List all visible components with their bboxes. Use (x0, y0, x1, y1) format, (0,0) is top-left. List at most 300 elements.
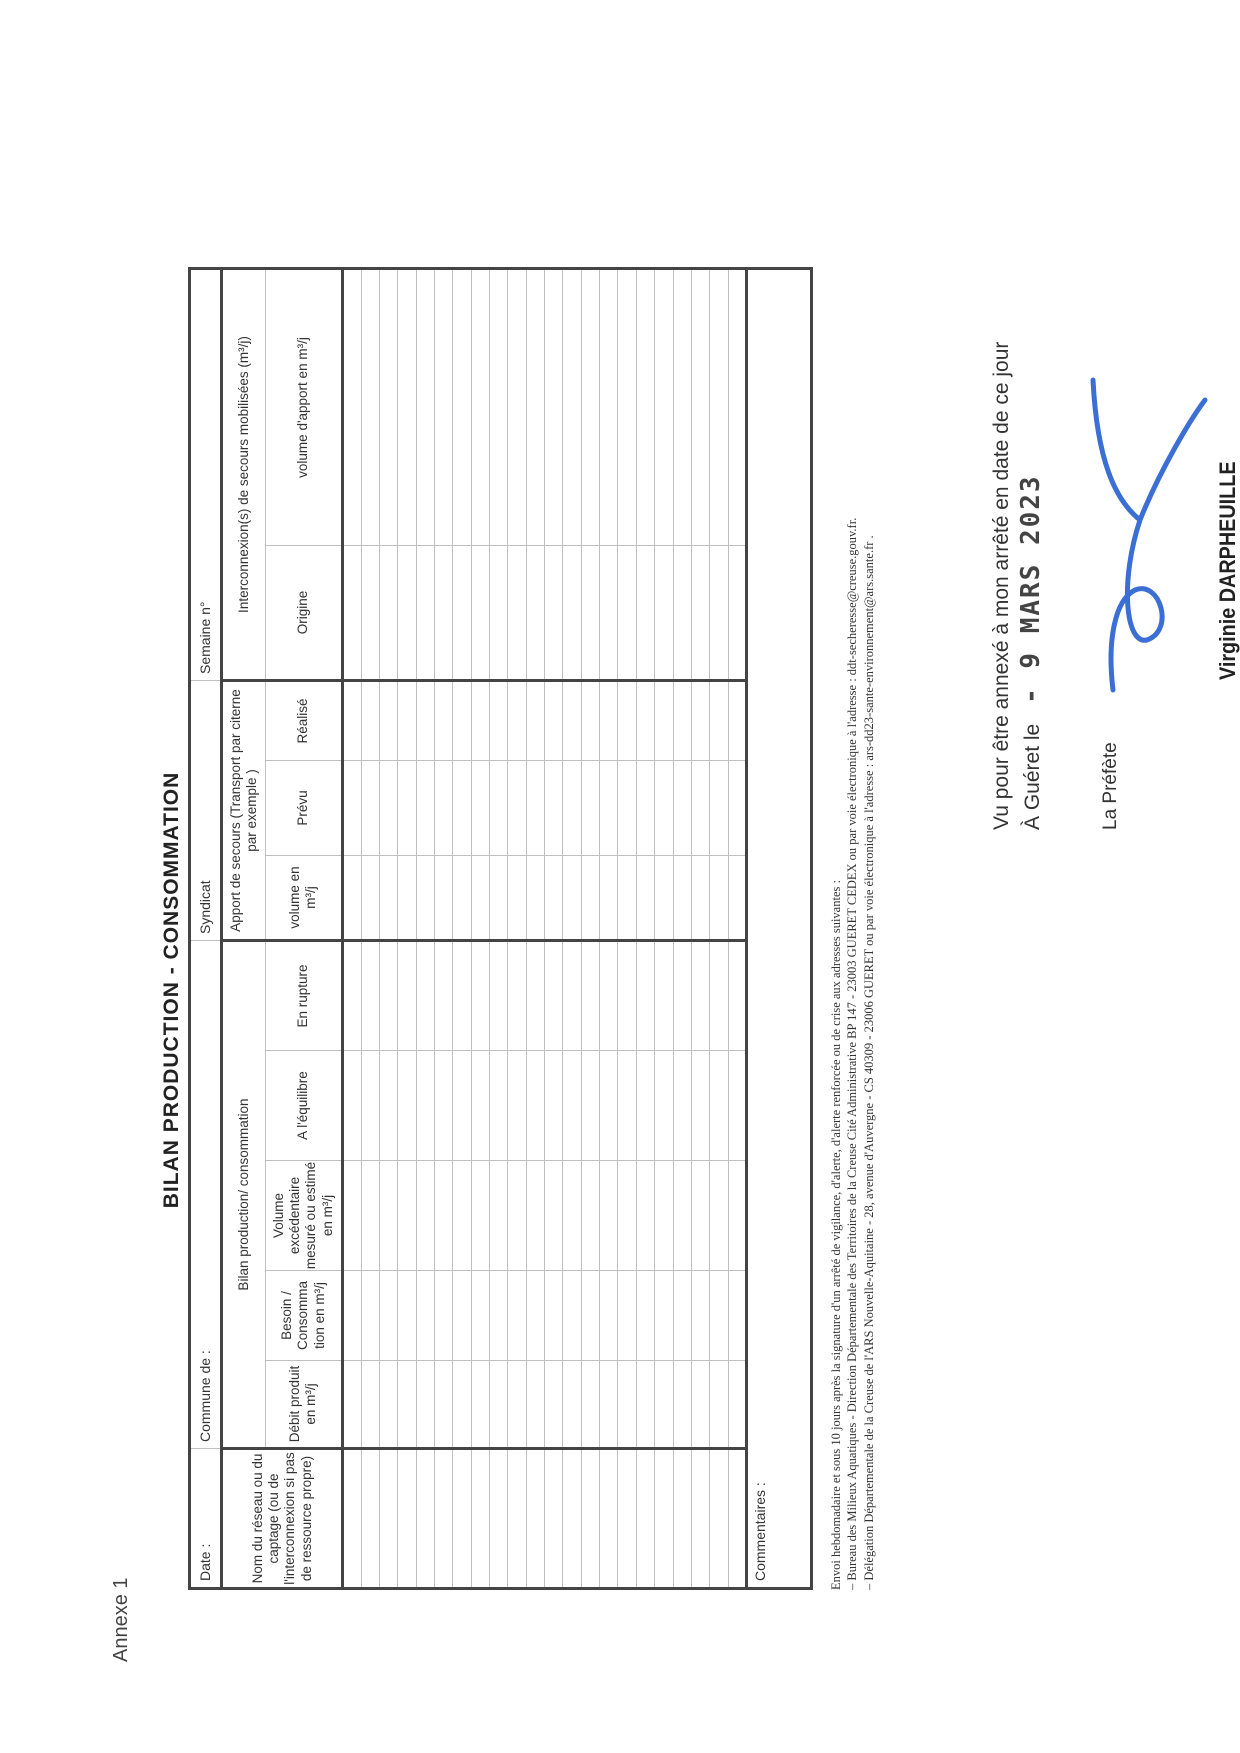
entry-cell[interactable] (673, 856, 691, 941)
entry-cell[interactable] (655, 856, 673, 941)
entry-cell[interactable] (416, 1161, 434, 1271)
entry-row (398, 269, 416, 1589)
entry-cell[interactable] (710, 269, 728, 546)
debit-header: Débit produit en m³/j (265, 1361, 343, 1449)
rupture-header: En rupture (265, 941, 343, 1051)
entry-cell[interactable] (526, 269, 544, 546)
volume-apport-header: volume en m³/j (265, 856, 343, 941)
entry-cell[interactable] (453, 1051, 471, 1161)
entry-cell[interactable] (581, 1361, 599, 1449)
entry-cell[interactable] (508, 1449, 526, 1589)
entry-cell[interactable] (380, 941, 398, 1051)
entry-cell[interactable] (380, 856, 398, 941)
entry-cell[interactable] (545, 761, 563, 856)
entry-cell[interactable] (581, 941, 599, 1051)
entry-cell[interactable] (361, 1161, 379, 1271)
entry-cell[interactable] (600, 1051, 618, 1161)
entry-cell[interactable] (655, 1161, 673, 1271)
entry-rows (343, 269, 747, 1589)
entry-cell[interactable] (673, 761, 691, 856)
entry-cell[interactable] (471, 546, 489, 681)
entry-cell[interactable] (636, 1361, 654, 1449)
entry-cell[interactable] (490, 941, 508, 1051)
entry-cell[interactable] (380, 1449, 398, 1589)
entry-cell[interactable] (728, 1271, 747, 1361)
entry-cell[interactable] (728, 856, 747, 941)
entry-cell[interactable] (636, 681, 654, 761)
entry-cell[interactable] (453, 269, 471, 546)
entry-cell[interactable] (361, 269, 379, 546)
entry-cell[interactable] (710, 681, 728, 761)
entry-cell[interactable] (636, 269, 654, 546)
entry-cell[interactable] (471, 1361, 489, 1449)
equilibre-header: A l'équilibre (265, 1051, 343, 1161)
entry-cell[interactable] (508, 1271, 526, 1361)
entry-cell[interactable] (581, 1051, 599, 1161)
entry-cell[interactable] (673, 1271, 691, 1361)
entry-cell[interactable] (526, 1449, 544, 1589)
entry-cell[interactable] (416, 1051, 434, 1161)
entry-cell[interactable] (618, 761, 636, 856)
entry-cell[interactable] (600, 546, 618, 681)
entry-cell[interactable] (398, 1361, 416, 1449)
entry-row (490, 269, 508, 1589)
entry-cell[interactable] (361, 1051, 379, 1161)
commune-field[interactable]: Commune de : (190, 941, 222, 1449)
entry-cell[interactable] (526, 856, 544, 941)
entry-cell[interactable] (435, 1161, 453, 1271)
annex-label: Annexe 1 (110, 1577, 132, 1662)
volume-interco-header: volume d'apport en m³/j (265, 269, 343, 546)
entry-row (563, 269, 581, 1589)
entry-cell[interactable] (471, 269, 489, 546)
entry-cell[interactable] (343, 1161, 361, 1271)
entry-cell[interactable] (508, 1051, 526, 1161)
entry-cell[interactable] (490, 1361, 508, 1449)
entry-cell[interactable] (655, 1051, 673, 1161)
entry-cell[interactable] (728, 546, 747, 681)
entry-cell[interactable] (728, 1449, 747, 1589)
entry-row (673, 269, 691, 1589)
volume-exc-header: Volume excédentaire mesuré ou estimé en m³/j (265, 1161, 343, 1271)
date-field[interactable]: Date : (190, 1449, 222, 1589)
entry-cell[interactable] (380, 269, 398, 546)
entry-cell[interactable] (600, 269, 618, 546)
entry-cell[interactable] (361, 681, 379, 761)
entry-cell[interactable] (398, 1051, 416, 1161)
entry-cell[interactable] (545, 941, 563, 1051)
entry-cell[interactable] (416, 546, 434, 681)
entry-cell[interactable] (471, 681, 489, 761)
entry-cell[interactable] (710, 1051, 728, 1161)
entry-cell[interactable] (600, 1271, 618, 1361)
entry-cell[interactable] (691, 761, 709, 856)
entry-cell[interactable] (728, 1161, 747, 1271)
reseau-header: Nom du réseau ou du captage (ou de l'interconnexion si pas de ressource propre) (222, 1449, 343, 1589)
production-consumption-table (188, 267, 813, 1590)
entry-cell[interactable] (343, 1361, 361, 1449)
entry-cell[interactable] (471, 1161, 489, 1271)
entry-row (416, 269, 434, 1589)
entry-cell[interactable] (600, 1361, 618, 1449)
entry-cell[interactable] (380, 1051, 398, 1161)
entry-cell[interactable] (526, 546, 544, 681)
footer-line-2: – Bureau des Milieux Aquatiques - Direction Départementale des Territoires de la Creuse Cité Administrative BP 147 - 23003 GUERET CEDEX ou par voie électronique à l'adresse : ddt-secheresse@creuse.gouv.fr. (845, 517, 860, 1590)
entry-cell[interactable] (435, 681, 453, 761)
entry-cell[interactable] (655, 941, 673, 1051)
entry-row (636, 269, 654, 1589)
entry-cell[interactable] (343, 681, 361, 761)
entry-cell[interactable] (526, 1361, 544, 1449)
entry-cell[interactable] (581, 1271, 599, 1361)
entry-cell[interactable] (581, 269, 599, 546)
entry-cell[interactable] (435, 1271, 453, 1361)
entry-cell[interactable] (728, 269, 747, 546)
entry-row (581, 269, 599, 1589)
entry-cell[interactable] (728, 681, 747, 761)
entry-cell[interactable] (361, 761, 379, 856)
entry-cell[interactable] (691, 1449, 709, 1589)
entry-cell[interactable] (545, 1361, 563, 1449)
entry-cell[interactable] (600, 1449, 618, 1589)
entry-cell[interactable] (545, 1161, 563, 1271)
entry-cell[interactable] (508, 269, 526, 546)
entry-cell[interactable] (563, 856, 581, 941)
entry-cell[interactable] (618, 546, 636, 681)
rotated-page (60, 70, 1240, 1690)
entry-cell[interactable] (416, 941, 434, 1051)
entry-cell[interactable] (453, 1271, 471, 1361)
signature-block (990, 270, 1240, 830)
entry-cell[interactable] (600, 1161, 618, 1271)
entry-cell[interactable] (636, 941, 654, 1051)
entry-row (655, 269, 673, 1589)
vu-text: Vu pour être annexé à mon arrêté en date de ce jour (990, 341, 1013, 830)
entry-cell[interactable] (673, 546, 691, 681)
entry-cell[interactable] (673, 269, 691, 546)
entry-cell[interactable] (581, 761, 599, 856)
entry-cell[interactable] (471, 1271, 489, 1361)
entry-cell[interactable] (453, 546, 471, 681)
entry-cell[interactable] (435, 1361, 453, 1449)
entry-cell[interactable] (581, 1449, 599, 1589)
entry-row (710, 269, 728, 1589)
entry-cell[interactable] (710, 1161, 728, 1271)
entry-cell[interactable] (655, 1449, 673, 1589)
entry-cell[interactable] (691, 856, 709, 941)
entry-cell[interactable] (490, 1051, 508, 1161)
entry-cell[interactable] (728, 1051, 747, 1161)
entry-cell[interactable] (710, 546, 728, 681)
entry-cell[interactable] (581, 1161, 599, 1271)
entry-cell[interactable] (435, 761, 453, 856)
entry-cell[interactable] (343, 546, 361, 681)
entry-cell[interactable] (416, 1271, 434, 1361)
entry-cell[interactable] (600, 681, 618, 761)
entry-cell[interactable] (655, 681, 673, 761)
date-stamp: - 9 MARS 2023 (1016, 474, 1046, 704)
entry-cell[interactable] (490, 1449, 508, 1589)
entry-cell[interactable] (508, 1361, 526, 1449)
entry-cell[interactable] (416, 681, 434, 761)
entry-cell[interactable] (563, 1051, 581, 1161)
entry-cell[interactable] (508, 761, 526, 856)
entry-cell[interactable] (490, 856, 508, 941)
entry-cell[interactable] (655, 1361, 673, 1449)
entry-row (691, 269, 709, 1589)
entry-row (380, 269, 398, 1589)
entry-cell[interactable] (691, 1051, 709, 1161)
entry-cell[interactable] (380, 1361, 398, 1449)
entry-cell[interactable] (490, 1161, 508, 1271)
entry-cell[interactable] (453, 1161, 471, 1271)
entry-cell[interactable] (545, 546, 563, 681)
entry-cell[interactable] (673, 681, 691, 761)
realise-header: Réalisé (265, 681, 343, 761)
entry-cell[interactable] (471, 856, 489, 941)
entry-cell[interactable] (618, 681, 636, 761)
entry-cell[interactable] (636, 761, 654, 856)
entry-cell[interactable] (343, 269, 361, 546)
entry-cell[interactable] (416, 761, 434, 856)
entry-row (508, 269, 526, 1589)
entry-cell[interactable] (636, 546, 654, 681)
entry-cell[interactable] (545, 269, 563, 546)
entry-cell[interactable] (636, 1449, 654, 1589)
entry-cell[interactable] (655, 269, 673, 546)
entry-cell[interactable] (526, 1051, 544, 1161)
entry-cell[interactable] (563, 761, 581, 856)
entry-cell[interactable] (673, 1161, 691, 1271)
entry-cell[interactable] (361, 1271, 379, 1361)
entry-cell[interactable] (691, 1271, 709, 1361)
page-title: BILAN PRODUCTION - CONSOMMATION (160, 771, 183, 1209)
footer-line-3: – Délégation Départementale de la Creuse de l'ARS Nouvelle-Aquitaine - 28, avenue d'Auvergne - CS 40309 - 23006 GUERET ou par voie électronique à l'adresse : ars-dd23-sante-environnement@ars.sante.fr . (861, 535, 876, 1590)
entry-cell[interactable] (343, 1271, 361, 1361)
semaine-field[interactable]: Semaine n° (190, 269, 222, 681)
entry-cell[interactable] (691, 1361, 709, 1449)
entry-cell[interactable] (453, 1449, 471, 1589)
entry-cell[interactable] (380, 1161, 398, 1271)
entry-cell[interactable] (435, 1051, 453, 1161)
entry-cell[interactable] (398, 1271, 416, 1361)
besoin-header: Besoin / Consomma tion en m³/j (265, 1271, 343, 1361)
entry-cell[interactable] (526, 681, 544, 761)
entry-cell[interactable] (636, 1161, 654, 1271)
entry-cell[interactable] (563, 269, 581, 546)
entry-cell[interactable] (673, 1051, 691, 1161)
footer-instructions (828, 270, 877, 1590)
entry-cell[interactable] (398, 941, 416, 1051)
entry-cell[interactable] (655, 546, 673, 681)
entry-cell[interactable] (636, 1271, 654, 1361)
prefete-title: La Préfète (1100, 742, 1121, 830)
entry-cell[interactable] (416, 856, 434, 941)
entry-cell[interactable] (490, 546, 508, 681)
entry-cell[interactable] (710, 1361, 728, 1449)
entry-cell[interactable] (471, 1051, 489, 1161)
entry-cell[interactable] (471, 761, 489, 856)
entry-cell[interactable] (618, 1271, 636, 1361)
entry-cell[interactable] (361, 1361, 379, 1449)
entry-cell[interactable] (380, 681, 398, 761)
entry-cell[interactable] (380, 546, 398, 681)
entry-row (435, 269, 453, 1589)
entry-cell[interactable] (563, 1271, 581, 1361)
entry-cell[interactable] (673, 1361, 691, 1449)
entry-cell[interactable] (600, 856, 618, 941)
entry-cell[interactable] (508, 941, 526, 1051)
entry-cell[interactable] (526, 761, 544, 856)
entry-row (361, 269, 379, 1589)
entry-cell[interactable] (710, 761, 728, 856)
entry-cell[interactable] (343, 856, 361, 941)
entry-cell[interactable] (471, 941, 489, 1051)
entry-row (471, 269, 489, 1589)
entry-cell[interactable] (691, 681, 709, 761)
signer-name: Virginie DARPHEUILLE (1215, 461, 1240, 680)
footer-line-1: Envoi hebdomadaire et sous 10 jours après la signature d'un arrêté de vigilance, d'alerte, d'alerte renforcée ou de crise aux adresses suivantes : (829, 880, 843, 1590)
entry-cell[interactable] (526, 1161, 544, 1271)
entry-cell[interactable] (618, 1161, 636, 1271)
entry-cell[interactable] (563, 681, 581, 761)
entry-cell[interactable] (581, 681, 599, 761)
entry-cell[interactable] (361, 546, 379, 681)
syndicat-field[interactable]: Syndicat (190, 681, 222, 941)
entry-row (618, 269, 636, 1589)
entry-cell[interactable] (398, 1449, 416, 1589)
entry-cell[interactable] (563, 1361, 581, 1449)
entry-cell[interactable] (563, 546, 581, 681)
entry-cell[interactable] (490, 681, 508, 761)
entry-cell[interactable] (673, 1449, 691, 1589)
bilan-group-header: Bilan production/ consommation (222, 941, 265, 1449)
handwritten-signature (1085, 370, 1215, 700)
entry-cell[interactable] (416, 269, 434, 546)
entry-cell[interactable] (600, 761, 618, 856)
entry-cell[interactable] (416, 1361, 434, 1449)
entry-cell[interactable] (361, 941, 379, 1051)
entry-cell[interactable] (490, 269, 508, 546)
entry-cell[interactable] (435, 546, 453, 681)
entry-cell[interactable] (618, 941, 636, 1051)
entry-cell[interactable] (655, 1271, 673, 1361)
entry-cell[interactable] (490, 761, 508, 856)
entry-cell[interactable] (710, 856, 728, 941)
entry-cell[interactable] (728, 761, 747, 856)
entry-cell[interactable] (508, 681, 526, 761)
entry-cell[interactable] (655, 761, 673, 856)
entry-cell[interactable] (343, 761, 361, 856)
entry-cell[interactable] (508, 856, 526, 941)
entry-cell[interactable] (508, 546, 526, 681)
entry-cell[interactable] (453, 941, 471, 1051)
entry-cell[interactable] (581, 856, 599, 941)
entry-cell[interactable] (673, 941, 691, 1051)
entry-row (343, 269, 361, 1589)
entry-cell[interactable] (545, 1449, 563, 1589)
origine-header: Origine (265, 546, 343, 681)
entry-row (526, 269, 544, 1589)
entry-cell[interactable] (453, 681, 471, 761)
entry-cell[interactable] (453, 856, 471, 941)
entry-row (728, 269, 747, 1589)
apport-group-header: Apport de secours (Transport par citerne par exemple ) (222, 681, 265, 941)
entry-cell[interactable] (398, 269, 416, 546)
entry-cell[interactable] (691, 546, 709, 681)
entry-row (600, 269, 618, 1589)
entry-cell[interactable] (618, 856, 636, 941)
entry-cell[interactable] (581, 546, 599, 681)
entry-cell[interactable] (618, 1051, 636, 1161)
entry-cell[interactable] (453, 761, 471, 856)
entry-cell[interactable] (508, 1161, 526, 1271)
entry-cell[interactable] (380, 1271, 398, 1361)
entry-cell[interactable] (691, 269, 709, 546)
entry-cell[interactable] (563, 1449, 581, 1589)
entry-cell[interactable] (545, 681, 563, 761)
entry-cell[interactable] (435, 269, 453, 546)
entry-cell[interactable] (600, 941, 618, 1051)
entry-cell[interactable] (398, 681, 416, 761)
entry-cell[interactable] (343, 1449, 361, 1589)
entry-cell[interactable] (490, 1271, 508, 1361)
entry-cell[interactable] (545, 856, 563, 941)
entry-cell[interactable] (526, 1271, 544, 1361)
entry-cell[interactable] (545, 1271, 563, 1361)
entry-cell[interactable] (380, 761, 398, 856)
entry-cell[interactable] (343, 941, 361, 1051)
entry-cell[interactable] (636, 856, 654, 941)
entry-cell[interactable] (398, 1161, 416, 1271)
entry-cell[interactable] (691, 941, 709, 1051)
entry-row (545, 269, 563, 1589)
entry-cell[interactable] (361, 1449, 379, 1589)
entry-cell[interactable] (398, 546, 416, 681)
entry-cell[interactable] (691, 1161, 709, 1271)
interco-group-header: Interconnexion(s) de secours mobilisées (m³/j) (222, 269, 265, 681)
entry-cell[interactable] (545, 1051, 563, 1161)
entry-cell[interactable] (618, 269, 636, 546)
entry-cell[interactable] (526, 941, 544, 1051)
entry-cell[interactable] (710, 941, 728, 1051)
entry-cell[interactable] (416, 1449, 434, 1589)
entry-cell[interactable] (563, 1161, 581, 1271)
entry-cell[interactable] (618, 1361, 636, 1449)
entry-cell[interactable] (343, 1051, 361, 1161)
entry-cell[interactable] (710, 1271, 728, 1361)
place-date-line (1016, 270, 1046, 830)
entry-cell[interactable] (453, 1361, 471, 1449)
entry-cell[interactable] (435, 1449, 453, 1589)
place-text: À Guéret le (1021, 723, 1044, 830)
entry-cell[interactable] (471, 1449, 489, 1589)
entry-cell[interactable] (728, 1361, 747, 1449)
prevu-header: Prévu (265, 761, 343, 856)
entry-row (453, 269, 471, 1589)
entry-cell[interactable] (435, 856, 453, 941)
entry-cell[interactable] (710, 1449, 728, 1589)
entry-cell[interactable] (398, 856, 416, 941)
entry-cell[interactable] (361, 856, 379, 941)
entry-cell[interactable] (398, 761, 416, 856)
entry-cell[interactable] (435, 941, 453, 1051)
commentaires-field[interactable]: Commentaires : (747, 269, 812, 1589)
entry-cell[interactable] (636, 1051, 654, 1161)
entry-cell[interactable] (618, 1449, 636, 1589)
entry-cell[interactable] (563, 941, 581, 1051)
entry-cell[interactable] (728, 941, 747, 1051)
